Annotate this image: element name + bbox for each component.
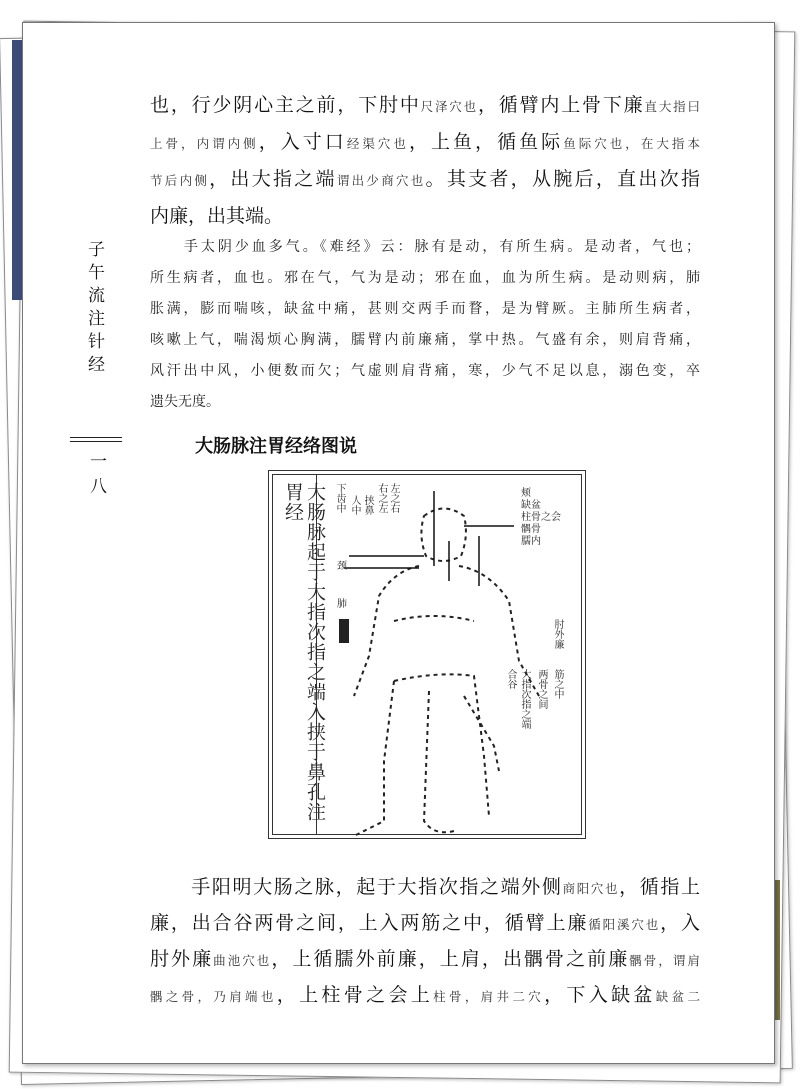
annotation-text: 商阳穴也 — [562, 881, 620, 896]
annotation-text: 直大指曰 — [644, 99, 700, 114]
text-line: 胀满，膨而喘咳，缺盆中痛，甚则交两手而瞀，是为臂厥。主肺所生病者， — [150, 301, 700, 317]
text-line — [150, 944, 700, 971]
page-number: 一八 — [86, 452, 106, 502]
text-line — [150, 90, 700, 117]
label: 两骨之间 — [536, 669, 547, 709]
main-text: ，上鱼，循鱼际 — [408, 131, 564, 153]
main-text: 。其支者，从腕后，直出次指 — [425, 168, 700, 190]
label: 大指次指之端 — [519, 669, 530, 729]
annotation-text: 节后内侧 — [150, 173, 210, 188]
annotation-text: 缺盆二 — [655, 989, 700, 1004]
book-edge — [12, 40, 22, 300]
main-text: ，入 — [660, 912, 700, 934]
text-line — [150, 908, 700, 935]
main-text: 廉，出合谷两骨之间，上入两筋之中，循臂上廉 — [150, 912, 589, 934]
section-heading: 大肠脉注胃经络图说 — [195, 436, 357, 457]
label: 合谷 — [505, 669, 516, 689]
label: 挟鼻 — [362, 495, 373, 515]
meridian-figure — [268, 470, 586, 839]
annotation-text: 循阳溪穴也 — [588, 917, 661, 932]
annotation-text: 曲池穴也 — [213, 953, 272, 968]
main-text: ，入寸口 — [258, 131, 347, 153]
label: 右之左 — [376, 483, 387, 513]
label: 人中 — [349, 495, 360, 515]
label: 柱骨之会 — [521, 512, 561, 523]
running-title: 子午流注针经 — [84, 240, 104, 378]
annotation-text: 上骨，内谓内侧 — [150, 136, 259, 151]
label: 肺 — [337, 599, 347, 610]
text-line: 遗失无度。 — [150, 394, 220, 410]
main-text: 也，行少阴心主之前，下肘中 — [150, 94, 421, 116]
label: 颊 — [521, 488, 531, 499]
main-text: ，下入缺盆 — [544, 984, 656, 1006]
label: 筋之中 — [552, 669, 563, 699]
main-text: ，循指上 — [619, 876, 700, 898]
annotation-text: 谓出少商穴也 — [336, 173, 426, 188]
text-line: 手太阴少血多气。《难经》云：脉有是动，有所生病。是动者，气也； — [150, 239, 700, 255]
text-line: 咳嗽上气，喘渴烦心胸满，臑臂内前廉痛，掌中热。气盛有余，则肩背痛， — [150, 332, 700, 348]
label: 缺盆 — [521, 500, 541, 511]
annotation-text: 尺泽穴也 — [420, 99, 478, 114]
divider — [70, 441, 122, 442]
label: 髃骨 — [521, 524, 541, 535]
main-text: ，循臂内上骨下廉 — [477, 94, 645, 116]
text-line — [150, 127, 700, 154]
annotation-text: 经渠穴也 — [346, 136, 409, 151]
main-text: 内廉，出其端。 — [150, 205, 284, 227]
annotation-text: 柱骨，肩井二穴 — [433, 989, 545, 1004]
main-text: 手阳明大肠之脉，起于大指次指之端外侧 — [150, 876, 563, 898]
label: 颈 — [337, 561, 347, 572]
label: 左之右 — [388, 483, 399, 513]
annotation-text: 髃骨，谓肩 — [629, 953, 700, 968]
main-text: ，出大指之端 — [209, 168, 337, 190]
text-line — [150, 201, 700, 228]
main-text: 肘外廉 — [150, 948, 214, 970]
label: 臑内 — [521, 536, 541, 547]
main-text: ，上柱骨之会上 — [276, 984, 434, 1006]
label: 肘外廉 — [552, 619, 563, 649]
annotation-text: 鱼际穴也，在大指本 — [563, 136, 700, 151]
divider — [70, 437, 122, 438]
text-line — [150, 980, 700, 1007]
main-text: ，上循臑外前廉，上肩，出髃骨之前廉 — [271, 948, 630, 970]
text-line: 所生病者，血也。邪在气，气为是动；邪在血，血为所生病。是动则病，肺 — [150, 270, 700, 286]
text-line — [150, 164, 700, 191]
figure-title: 大肠脉起于大指次指之端入挟于鼻孔注胃经 — [282, 482, 326, 822]
text-line: 风汗出中风，小便数而欠；气虚则肩背痛，寒，少气不足以息，溺色变，卒 — [150, 363, 700, 379]
text-line — [150, 872, 700, 899]
annotation-text: 髃之骨，乃肩端也 — [150, 989, 277, 1004]
label: 下齿中 — [334, 483, 345, 513]
